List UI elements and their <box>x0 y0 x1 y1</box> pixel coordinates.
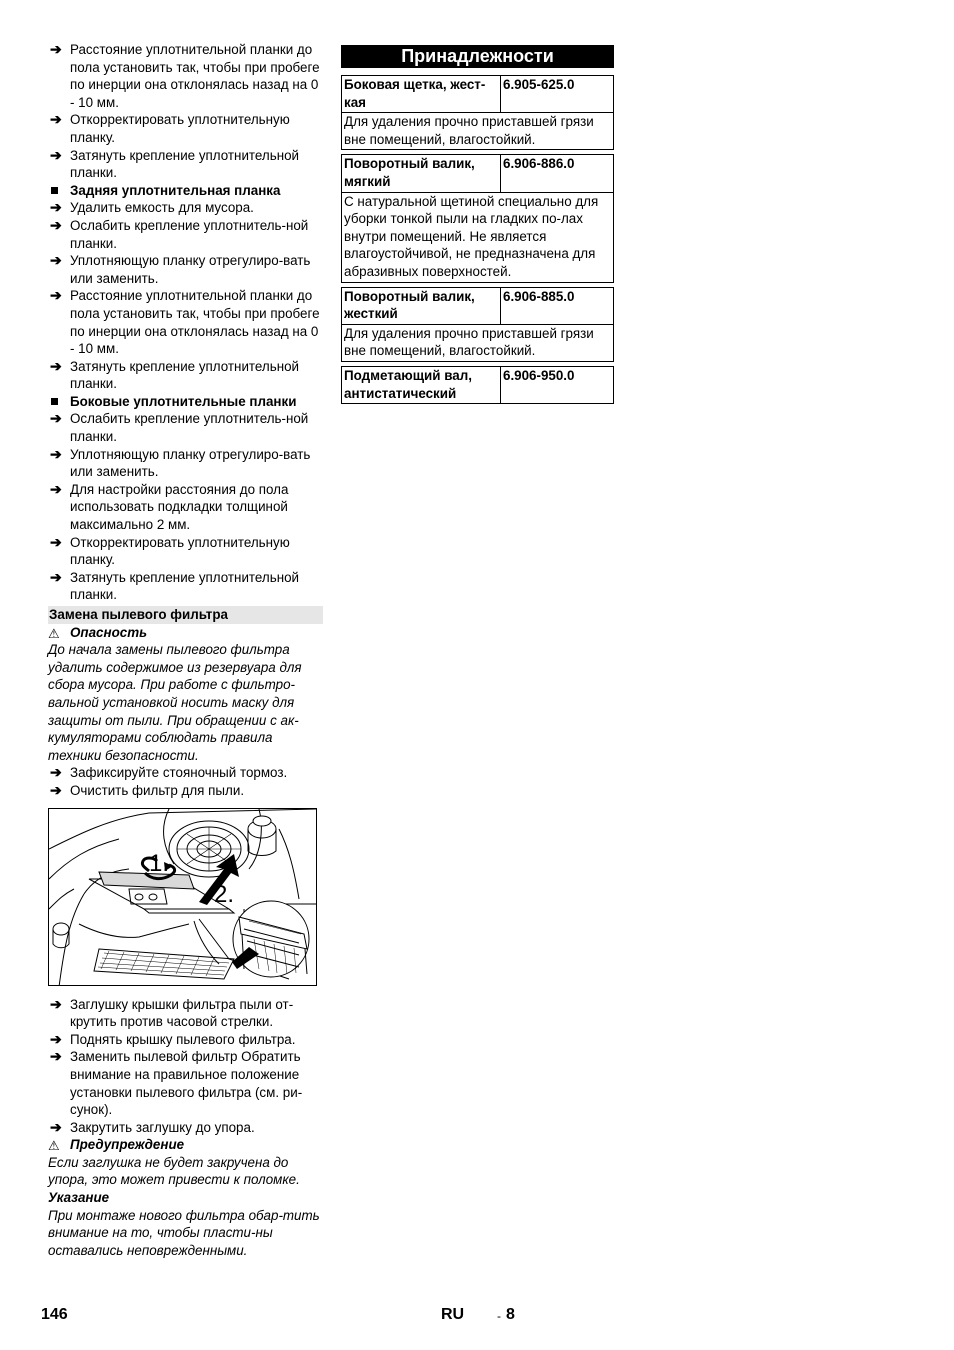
page-number: 146 <box>41 1306 68 1323</box>
instruction-item <box>48 41 323 111</box>
arrow-right-icon: ➔ <box>50 41 62 57</box>
instruction-text: Закрутить заглушку до упора. <box>70 1119 255 1135</box>
instruction-item <box>48 446 323 481</box>
instruction-item <box>48 481 323 534</box>
accessory-order-number: 6.906-950.0 <box>501 366 614 403</box>
arrow-right-icon: ➔ <box>50 199 62 216</box>
arrow-right-icon: ➔ <box>50 781 62 798</box>
instruction-item <box>48 287 323 357</box>
instruction-text: Заглушку крышки фильтра пыли от-крутить против часовой стрелки. <box>70 996 294 1030</box>
accessory-name: Поворотный валик, мягкий <box>342 155 501 192</box>
danger-label: ⚠ Опасность <box>48 624 148 641</box>
instruction-item <box>48 782 323 800</box>
instruction-text: Уплотняющую планку отрегулиро-вать или заменить. <box>70 446 311 480</box>
warning-text: Если заглушка не будет закручена до упора, это может привести к поломке. <box>48 1154 300 1188</box>
arrow-right-icon: ➔ <box>50 533 62 550</box>
danger-text: До начала замены пылевого фильтра удалить содержимое из резервуара для сбора мусора. При работе с фильтро-вальной установкой носить маску для защиты от пыли. При обращении с ак-кумуляторами соблюдать правила техники безопасности. <box>48 642 302 763</box>
instruction-text: Поднять крышку пылевого фильтра. <box>70 1031 296 1047</box>
note-label: Указание <box>48 1190 110 1206</box>
arrow-right-icon: ➔ <box>50 445 62 462</box>
warning-triangle-icon: ⚠ <box>48 625 60 641</box>
instruction-text: Затянуть крепление уплотнительной планки. <box>70 147 300 181</box>
instruction-text: Ослабить крепление уплотнитель-ной планки. <box>70 411 309 445</box>
arrow-right-icon: ➔ <box>50 1048 62 1065</box>
instruction-text: Очистить фильтр для пыли. <box>70 782 245 798</box>
instruction-text: Расстояние уплотнительной планки до пола установить так, чтобы при пробеге по инерции она отклонялась назад на 0 - 10 мм. <box>70 288 320 357</box>
arrow-right-icon: ➔ <box>50 410 62 427</box>
instruction-text: Для настройки расстояния до пола использовать подкладки толщиной максимально 2 мм. <box>70 481 289 533</box>
arrow-right-icon: ➔ <box>50 252 62 269</box>
arrow-right-icon: ➔ <box>50 480 62 497</box>
instruction-list <box>48 996 323 1137</box>
heading-text: Боковые уплотнительные планки <box>70 393 297 409</box>
instruction-text: Затянуть крепление уплотнительной планки. <box>70 358 300 392</box>
instruction-item <box>48 410 323 445</box>
instruction-text: Затянуть крепление уплотнительной планки. <box>70 569 300 603</box>
accessory-entry <box>341 287 614 362</box>
instruction-text: Откорректировать уплотнительную планку. <box>70 112 290 145</box>
language-code: RU <box>441 1306 465 1323</box>
arrow-right-icon: ➔ <box>50 568 62 585</box>
accessory-order-number: 6.906-885.0 <box>501 287 614 324</box>
instruction-item <box>48 147 323 182</box>
instruction-text: Зафиксируйте стояночный тормоз. <box>70 765 288 781</box>
section-title-filter: Замена пылевого фильтра <box>48 606 323 624</box>
warning-triangle-icon: ⚠ <box>48 1138 60 1154</box>
arrow-right-icon: ➔ <box>50 764 62 781</box>
instruction-text: Заменить пылевой фильтр Обратить внимание на правильное положение установки пылевого фильтра (см. ри-сунок). <box>70 1049 303 1118</box>
machine-drawing <box>49 809 317 986</box>
bullet-square-icon <box>51 398 58 405</box>
instruction-text: Ослабить крепление уплотнитель-ной планки. <box>70 217 309 251</box>
accessory-entry <box>341 75 614 150</box>
arrow-right-icon: ➔ <box>50 287 62 304</box>
footer-dash: - <box>497 1309 501 1323</box>
instruction-text: Расстояние уплотнительной планки до пола установить так, чтобы при пробеге по инерции она отклонялась назад на 0 - 10 мм. <box>70 42 320 110</box>
arrow-right-icon: ➔ <box>50 111 62 128</box>
arrow-right-icon: ➔ <box>50 146 62 163</box>
arrow-right-icon: ➔ <box>50 995 62 1012</box>
instruction-item <box>48 1031 323 1049</box>
heading-text: Задняя уплотнительная планка <box>70 182 281 198</box>
bullet-square-icon <box>51 187 58 194</box>
accessories-list <box>341 75 614 404</box>
instruction-item <box>48 569 323 604</box>
accessories-title: Принадлежности <box>341 45 614 68</box>
section-page-number: 8 <box>506 1306 515 1323</box>
instruction-item <box>48 996 323 1031</box>
instruction-item <box>48 252 323 287</box>
instruction-text: Удалить емкость для мусора. <box>70 200 254 216</box>
arrow-right-icon: ➔ <box>50 357 62 374</box>
instruction-item <box>48 1119 323 1137</box>
instruction-item <box>48 199 323 217</box>
arrow-right-icon: ➔ <box>50 1030 62 1047</box>
instruction-list <box>48 410 323 604</box>
instruction-list <box>48 41 323 182</box>
instruction-list <box>48 764 323 799</box>
accessory-name: Боковая щетка, жест-кая <box>342 76 501 113</box>
accessory-name: Подметающий вал, антистатический <box>342 366 501 403</box>
accessory-entry <box>341 366 614 404</box>
note-text: При монтаже нового фильтра обар-тить внимание на то, чтобы пласти-ны оставались неповрежденными. <box>48 1207 320 1258</box>
warning-label: ⚠ Предупреждение <box>48 1137 185 1154</box>
accessory-order-number: 6.905-625.0 <box>501 76 614 113</box>
accessory-description: С натуральной щетиной специально для уборки тонкой пыли на гладких по-лах внутри помещений. Не является влагоустойчивой, не предназначена для абразивных поверхностей. <box>342 192 614 282</box>
arrow-right-icon: ➔ <box>50 216 62 233</box>
accessory-description: Для удаления прочно приставшей грязи вне помещений, влагостойкий. <box>342 113 614 150</box>
filter-replacement-illustration <box>48 808 317 986</box>
instruction-item <box>48 1048 323 1118</box>
instruction-text: Откорректировать уплотнительную планку. <box>70 534 290 568</box>
left-column <box>48 41 323 1259</box>
instruction-item <box>48 217 323 252</box>
instruction-item <box>48 358 323 393</box>
accessory-name: Поворотный валик, жесткий <box>342 287 501 324</box>
step-1-label: 1. <box>149 849 170 877</box>
subsection-heading-side <box>48 393 323 411</box>
accessory-description: Для удаления прочно приставшей грязи вне помещений, влагостойкий. <box>342 324 614 361</box>
accessory-entry <box>341 154 614 282</box>
step-2-label: 2. <box>214 880 235 908</box>
instruction-item <box>48 764 323 782</box>
accessories-column <box>341 45 614 408</box>
subsection-heading-rear <box>48 182 323 200</box>
instruction-list <box>48 199 323 393</box>
instruction-text: Уплотняющую планку отрегулиро-вать или заменить. <box>70 253 311 286</box>
arrow-right-icon: ➔ <box>50 1118 62 1135</box>
instruction-item <box>48 534 323 569</box>
instruction-item <box>48 111 323 146</box>
accessory-order-number: 6.906-886.0 <box>501 155 614 192</box>
